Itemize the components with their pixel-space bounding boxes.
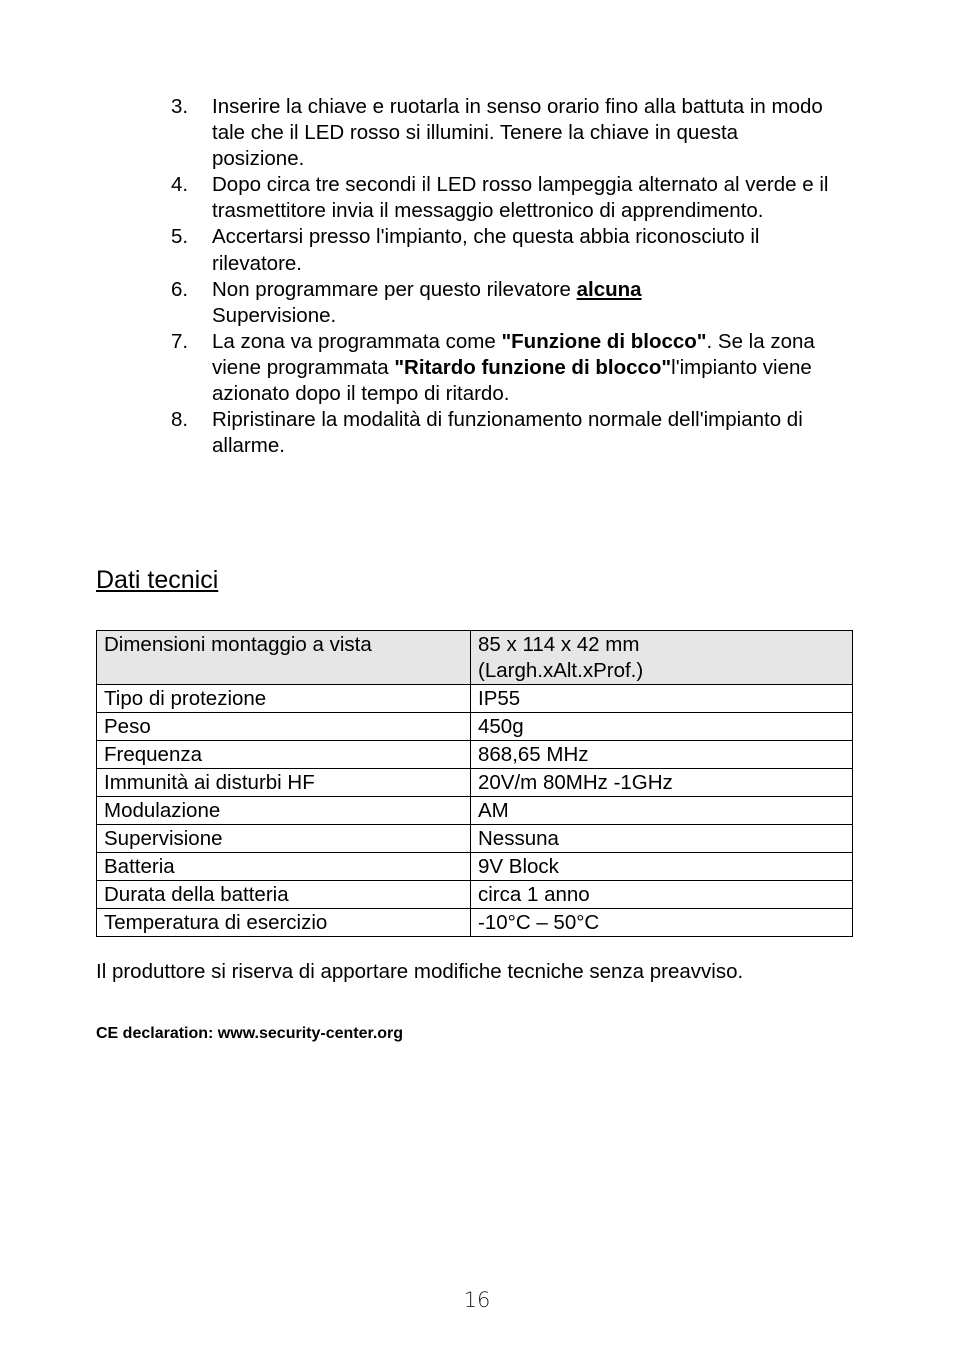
disclaimer-note: Il produttore si riserva di apportare modifiche tecniche senza preavviso. <box>96 960 744 983</box>
spec-label: Supervisione <box>97 825 471 853</box>
spec-value-line: (Largh.xAlt.xProf.) <box>478 659 644 682</box>
spec-value: IP55 <box>471 685 853 713</box>
spec-label: Frequenza <box>97 741 471 769</box>
table-row <box>97 769 853 797</box>
table-row <box>97 909 853 937</box>
step-text: Accertarsi presso l'impianto, che questa abbia riconosciuto il rilevatore. <box>212 225 760 275</box>
spec-value: 450g <box>471 713 853 741</box>
list-item <box>171 172 831 224</box>
step-number: 3. <box>171 95 189 118</box>
table-row <box>97 881 853 909</box>
spec-label: Durata della batteria <box>97 881 471 909</box>
table-row <box>97 631 853 685</box>
table-row <box>97 797 853 825</box>
table-row <box>97 853 853 881</box>
table-row <box>97 685 853 713</box>
step-text <box>212 277 831 329</box>
list-item <box>171 94 831 172</box>
step-number: 7. <box>171 329 189 353</box>
list-item <box>171 407 831 459</box>
step-text-part: Supervisione. <box>212 303 337 327</box>
instruction-list <box>171 94 831 459</box>
spec-value: 20V/m 80MHz -1GHz <box>471 769 853 797</box>
spec-label: Immunità ai disturbi HF <box>97 769 471 797</box>
table-row <box>97 713 853 741</box>
page-number: 16 <box>463 1288 491 1312</box>
step-text-part: . Se la zona viene programmata <box>212 329 815 379</box>
spec-value: circa 1 anno <box>471 881 853 909</box>
ce-declaration: CE declaration: www.security-center.org <box>96 1025 404 1042</box>
table-row <box>97 741 853 769</box>
table-row <box>97 825 853 853</box>
list-item <box>171 329 831 407</box>
step-number: 5. <box>171 225 189 249</box>
spec-label: Tipo di protezione <box>97 685 471 713</box>
step-text: Dopo circa tre secondi il LED rosso lampeggia alternato al verde e il trasmettitore invia il messaggio elettronico di apprendimento. <box>212 173 829 223</box>
step-text <box>212 329 831 407</box>
spec-label: Dimensioni montaggio a vista <box>97 631 471 685</box>
spec-value: 868,65 MHz <box>471 741 853 769</box>
emphasis-alcuna: alcuna <box>576 277 642 301</box>
spec-value: AM <box>471 797 853 825</box>
emphasis-ritardo-funzione: "Ritardo funzione di blocco" <box>394 355 672 379</box>
list-item <box>171 277 831 329</box>
list-item <box>171 224 831 276</box>
spec-label: Modulazione <box>97 797 471 825</box>
step-text: Ripristinare la modalità di funzionamento normale dell'impianto di allarme. <box>212 408 803 458</box>
spec-label: Peso <box>97 713 471 741</box>
emphasis-funzione-di-blocco: "Funzione di blocco" <box>501 329 707 353</box>
section-heading: Dati tecnici <box>96 566 219 594</box>
spec-value <box>471 631 853 685</box>
spec-table <box>96 630 853 937</box>
spec-value-line: 85 x 114 x 42 mm <box>478 633 640 656</box>
spec-value: Nessuna <box>471 825 853 853</box>
step-number: 8. <box>171 408 189 432</box>
spec-label: Batteria <box>97 853 471 881</box>
step-number: 6. <box>171 277 189 301</box>
step-text-part: Non programmare per questo rilevatore <box>212 277 577 301</box>
spec-value: -10°C – 50°C <box>471 909 853 937</box>
spec-label: Temperatura di esercizio <box>97 909 471 937</box>
step-text-part: l'impianto viene azionato dopo il tempo di ritardo. <box>212 355 812 406</box>
spec-value: 9V Block <box>471 853 853 881</box>
step-text: Inserire la chiave e ruotarla in senso orario fino alla battuta in modo tale che il LED rosso si illumini. Tenere la chiave in questa posizione. <box>212 95 823 171</box>
step-text-part: La zona va programmata come <box>212 329 502 353</box>
step-number: 4. <box>171 173 189 197</box>
